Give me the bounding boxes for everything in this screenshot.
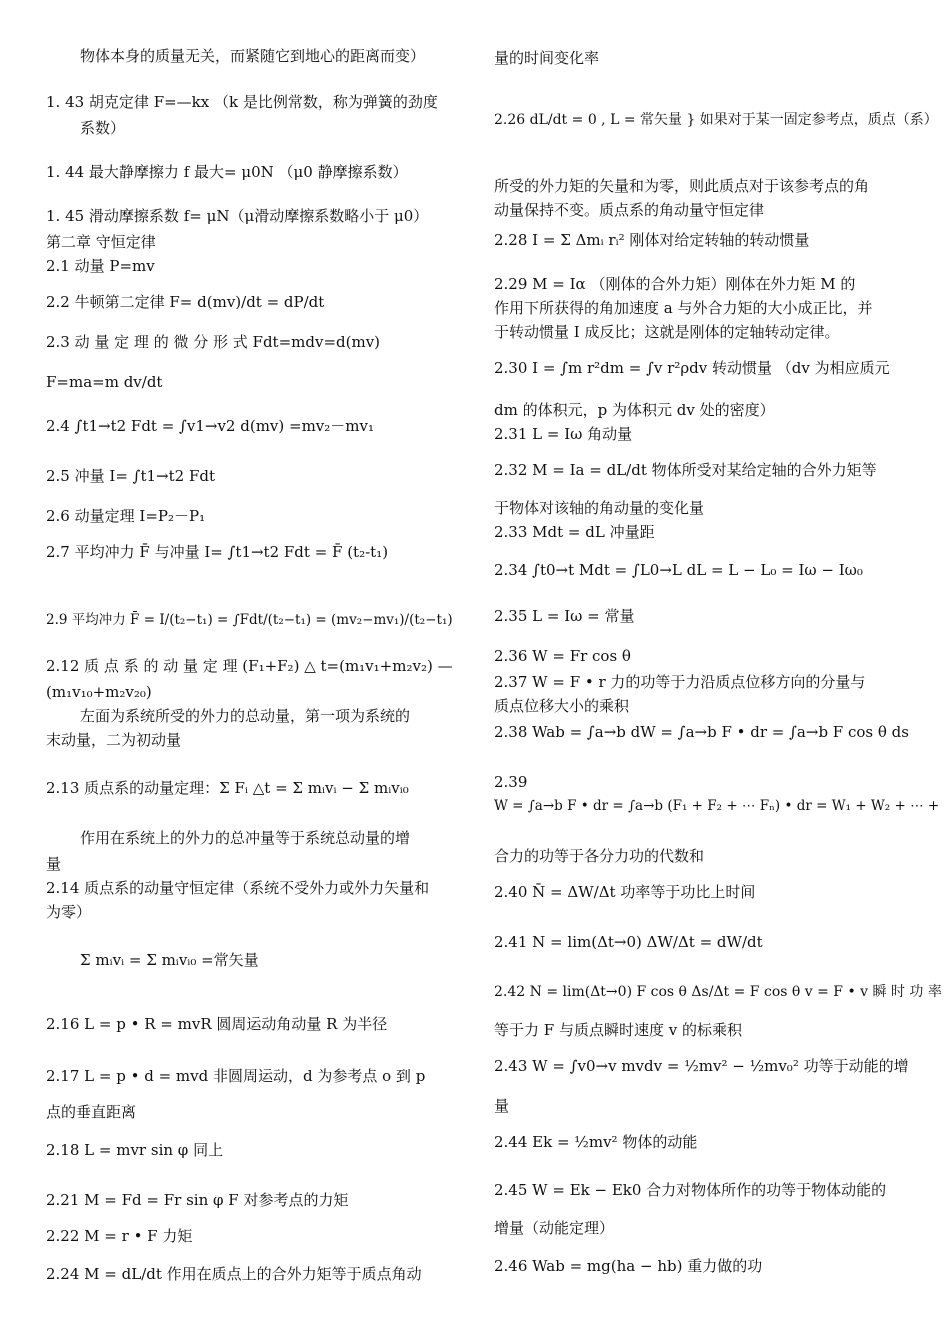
right-text-line: 2.26 dL/dt = 0 , L = 常矢量 } 如果对于某一固定参考点，质点（系） [494,112,938,128]
left-text-line: 2.13 质点系的动量定理：Σ Fᵢ △t = Σ mᵢvᵢ − Σ mᵢvᵢ₀ [46,779,409,797]
left-text-line: 末动量，二为初动量 [46,731,182,749]
left-text-line: 2.12 质 点 系 的 动 量 定 理 (F₁+F₂) △ t=(m₁v₁+m₂v₂) — [46,657,453,675]
right-text-line: 2.39 [494,773,528,791]
right-text-line: W = ∫a→b F • dr = ∫a→b (F₁ + F₂ + ⋯ Fₙ) • dr = W₁ + W₂ + ⋯ + [494,798,940,814]
left-text-line: 2.5 冲量 I= ∫t1→t2 Fdt [46,467,215,485]
left-text-line: 2.18 L = mvr sin φ 同上 [46,1141,224,1159]
left-text-line: 2.22 M = r • F 力矩 [46,1227,193,1245]
right-text-line: 增量（动能定理） [494,1219,615,1237]
left-text-line: 1. 43 胡克定律 F=—kx （k 是比例常数，称为弹簧的劲度 [46,93,438,111]
left-text-line: 第二章 守恒定律 [46,233,156,251]
left-text-line: 2.1 动量 P=mv [46,257,155,275]
left-text-line: 2.6 动量定理 I=P₂－P₁ [46,507,206,525]
right-text-line: 2.38 Wab = ∫a→b dW = ∫a→b F • dr = ∫a→b F cos θ ds [494,723,909,741]
left-text-line: 为零） [46,903,92,921]
left-text-line: 2.7 平均冲力 F̄ 与冲量 I= ∫t1→t2 Fdt = F̄ (t₂-t₁) [46,543,389,561]
left-text-line: 物体本身的质量无关，而紧随它到地心的距离而变） [80,47,426,65]
left-text-line: F=ma=m dv/dt [46,373,163,391]
right-text-line: 2.46 Wab = mg(ha − hb) 重力做的功 [494,1257,763,1275]
left-text-line: 2.14 质点系的动量守恒定律（系统不受外力或外力矢量和 [46,879,430,897]
right-text-line: 2.33 Mdt = dL 冲量距 [494,523,655,541]
right-text-line: 2.30 I = ∫m r²dm = ∫v r²ρdv 转动惯量 （dv 为相应质元 [494,359,890,377]
right-text-line: 等于力 F 与质点瞬时速度 v 的标乘积 [494,1021,742,1039]
left-text-line: 量 [46,855,62,873]
right-text-line: 2.34 ∫t0→t Mdt = ∫L0→L dL = L − L₀ = Iω − Iω₀ [494,561,863,579]
left-text-line: 2.2 牛顿第二定律 F= d(mv)/dt = dP/dt [46,293,325,311]
right-text-line: 2.36 W = Fr cos θ [494,647,631,665]
left-text-line: 2.21 M = Fd = Fr sin φ F 对参考点的力矩 [46,1191,349,1209]
right-text-line: 于转动惯量 I 成反比；这就是刚体的定轴转动定律。 [494,323,840,341]
right-text-line: 量 [494,1097,510,1115]
right-text-line: dm 的体积元，p 为体积元 dv 处的密度） [494,401,775,419]
left-text-line: 2.17 L = p • d = mvd 非圆周运动，d 为参考点 o 到 p [46,1067,426,1085]
right-text-line: 2.32 M = Ia = dL/dt 物体所受对某给定轴的合外力矩等 [494,461,877,479]
right-text-line: 动量保持不变。质点系的角动量守恒定律 [494,201,765,219]
left-text-line: 1. 45 滑动摩擦系数 f= μN（μ滑动摩擦系数略小于 μ0） [46,207,429,225]
right-text-line: 2.35 L = Iω = 常量 [494,607,635,625]
left-text-line: 作用在系统上的外力的总冲量等于系统总动量的增 [80,829,411,847]
right-text-line: 2.43 W = ∫v0→v mvdv = ½mv² − ½mv₀² 功等于动能的增 [494,1057,909,1075]
left-text-line: 1. 44 最大静摩擦力 f 最大= μ0N （μ0 静摩擦系数） [46,163,408,181]
right-text-line: 量的时间变化率 [494,49,600,67]
right-text-line: 2.31 L = Iω 角动量 [494,425,633,443]
right-text-line: 2.28 I = Σ Δmᵢ rᵢ² 刚体对给定转轴的转动惯量 [494,231,810,249]
right-text-line: 所受的外力矩的矢量和为零，则此质点对于该参考点的角 [494,177,870,195]
left-text-line: 2.16 L = p • R = mvR 圆周运动角动量 R 为半径 [46,1015,388,1033]
right-text-line: 2.41 N = lim(Δt→0) ΔW/Δt = dW/dt [494,933,763,951]
right-text-line: 合力的功等于各分力功的代数和 [494,847,705,865]
right-text-line: 2.37 W = F • r 力的功等于力沿质点位移方向的分量与 [494,673,866,691]
right-text-line: 2.40 N̄ = ΔW/Δt 功率等于功比上时间 [494,883,756,901]
right-text-line: 2.45 W = Ek − Ek0 合力对物体所作的功等于物体动能的 [494,1181,887,1199]
right-text-line: 2.29 M = Iα （刚体的合外力矩）刚体在外力矩 M 的 [494,275,856,293]
left-text-line: 2.3 动 量 定 理 的 微 分 形 式 Fdt=mdv=d(mv) [46,333,381,351]
left-text-line: 左面为系统所受的外力的总动量，第一项为系统的 [80,707,411,725]
right-text-line: 于物体对该轴的角动量的变化量 [494,499,705,517]
left-text-line: 2.24 M = dL/dt 作用在质点上的合外力矩等于质点角动 [46,1265,422,1283]
left-text-line: (m₁v₁₀+m₂v₂₀) [46,683,152,701]
right-text-line: 作用下所获得的角加速度 a 与外合力矩的大小成正比，并 [494,299,873,317]
left-text-line: 系数） [80,119,126,137]
left-text-line: 点的垂直距离 [46,1103,137,1121]
left-text-line: Σ mᵢvᵢ = Σ mᵢvᵢ₀ =常矢量 [80,951,259,969]
left-text-line: 2.9 平均冲力 F̄ = I/(t₂−t₁) = ∫Fdt/(t₂−t₁) = (mv₂−mv₁)/(t₂−t₁) [46,612,453,628]
right-text-line: 质点位移大小的乘积 [494,697,630,715]
right-text-line: 2.42 N = lim(Δt→0) F cos θ Δs/Δt = F cos θ v = F • v 瞬 时 功 率 [494,984,942,1000]
left-text-line: 2.4 ∫t1→t2 Fdt = ∫v1→v2 d(mv) =mv₂－mv₁ [46,417,375,435]
right-text-line: 2.44 Ek = ½mv² 物体的动能 [494,1133,698,1151]
